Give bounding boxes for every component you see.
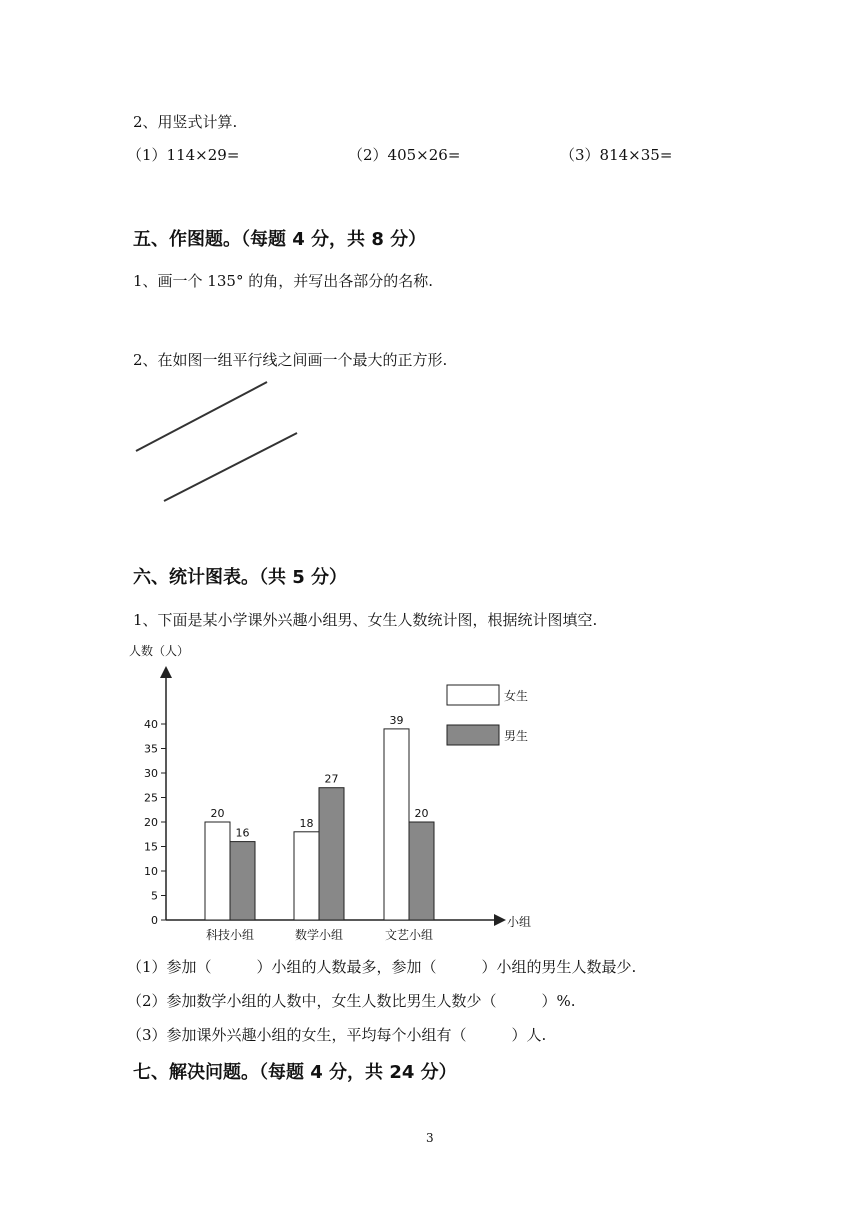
legend-swatch-female bbox=[447, 685, 499, 705]
y-tick-label: 25 bbox=[144, 791, 158, 805]
bar-male bbox=[409, 822, 434, 920]
bar-chart bbox=[0, 630, 860, 950]
bar-value-label: 27 bbox=[324, 772, 339, 786]
section6-heading: 六、统计图表。（共 5 分） bbox=[133, 567, 348, 588]
bar-value-label: 39 bbox=[389, 713, 404, 727]
bar-value-label: 20 bbox=[414, 807, 429, 820]
bar-male bbox=[319, 788, 344, 920]
parallel-line-upper bbox=[136, 382, 267, 451]
category-label: 数学小组 bbox=[294, 928, 344, 942]
y-axis-label: 人数（人） bbox=[129, 644, 190, 658]
y-tick-label: 35 bbox=[144, 742, 158, 756]
section5-q1: 1、画一个 135° 的角，并写出各部分的名称. bbox=[133, 272, 433, 290]
q2-item-2: （2）405×26= bbox=[348, 146, 461, 164]
bar-value-label: 18 bbox=[299, 816, 314, 830]
bar-female bbox=[384, 729, 409, 920]
q2-item-1: （1）114×29= bbox=[127, 146, 240, 164]
parallel-lines-figure bbox=[0, 0, 860, 520]
bar-value-label: 20 bbox=[210, 807, 225, 820]
category-label: 文艺小组 bbox=[384, 928, 434, 942]
q2-item-3: （3）814×35= bbox=[560, 146, 673, 164]
legend-label: 男生 bbox=[504, 729, 529, 743]
section5-heading: 五、作图题。（每题 4 分，共 8 分） bbox=[133, 229, 427, 250]
bar-value-label: 16 bbox=[235, 826, 250, 840]
section7-heading: 七、解决问题。（每题 4 分，共 24 分） bbox=[133, 1062, 457, 1083]
section6-fill-1: （1）参加（ ）小组的人数最多，参加（ ）小组的男生人数最少. bbox=[127, 958, 637, 976]
y-tick-label: 30 bbox=[144, 767, 158, 780]
section6-q1: 1、下面是某小学课外兴趣小组男、女生人数统计图，根据统计图填空. bbox=[133, 611, 598, 629]
y-tick-label: 5 bbox=[151, 889, 158, 903]
section5-q2: 2、在如图一组平行线之间画一个最大的正方形. bbox=[133, 351, 448, 369]
y-tick-label: 10 bbox=[144, 865, 158, 878]
legend-label: 女生 bbox=[504, 689, 529, 703]
y-tick-label: 40 bbox=[144, 718, 158, 731]
category-label: 科技小组 bbox=[205, 928, 255, 942]
q2-title: 2、用竖式计算. bbox=[133, 113, 238, 131]
y-tick-label: 20 bbox=[144, 816, 158, 829]
section6-fill-3: （3）参加课外兴趣小组的女生，平均每个小组有（ ）人. bbox=[127, 1026, 547, 1044]
bar-female bbox=[205, 822, 230, 920]
y-tick-label: 0 bbox=[151, 914, 158, 927]
bar-female bbox=[294, 832, 319, 920]
x-axis-label: 小组 bbox=[507, 915, 532, 929]
y-tick-label: 15 bbox=[144, 840, 158, 854]
section6-fill-2: （2）参加数学小组的人数中，女生人数比男生人数少（ ）%. bbox=[127, 992, 576, 1010]
parallel-line-lower bbox=[164, 433, 297, 501]
page-number: 3 bbox=[426, 1131, 434, 1145]
bar-male bbox=[230, 842, 255, 920]
legend-swatch-male bbox=[447, 725, 499, 745]
